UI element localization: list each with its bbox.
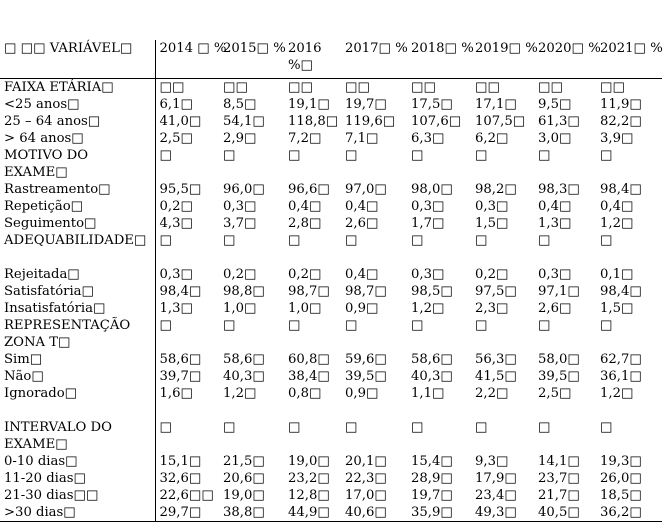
cell-value: 4,3□ — [159, 216, 193, 231]
row-label: Rejeitada□ — [0, 266, 155, 283]
cell-value: 21,7□ — [538, 488, 580, 503]
cell-value: 40,6□ — [345, 505, 387, 520]
cell-value: 38,4□ — [288, 369, 330, 384]
cell-value: □□ — [223, 80, 248, 95]
cell-value: □ — [475, 420, 488, 435]
cell-value: 2,2□ — [475, 386, 509, 401]
cell-value: 0,3□ — [411, 199, 445, 214]
cell-value — [284, 249, 341, 266]
cell-value: 0,4□ — [345, 199, 379, 214]
cell-value — [341, 249, 407, 266]
cell-value: 49,3□ — [475, 505, 517, 520]
cell-value: □ — [475, 148, 488, 163]
cell-value: 62,7□ — [600, 352, 642, 367]
cell-value: □ — [223, 318, 236, 333]
header-variavel: □ □□ VARIÁVEL□ — [0, 40, 155, 79]
cell-value: □□ — [600, 80, 625, 95]
table-row — [0, 147, 662, 181]
cell-value: □ — [159, 148, 172, 163]
cell-value: 61,3□ — [538, 114, 580, 129]
cell-value: 107,5□ — [475, 114, 526, 129]
cell-value: 96,6□ — [288, 182, 330, 197]
table-row — [0, 113, 662, 130]
row-label: 11-20 dias□ — [0, 470, 155, 487]
table-row — [0, 96, 662, 113]
cell-value: 0,9□ — [345, 386, 379, 401]
cell-value: 35,9□ — [411, 505, 453, 520]
cell-value: 2,3□ — [475, 301, 509, 316]
table-row — [0, 283, 662, 300]
cell-value: □□ — [345, 80, 370, 95]
cell-value — [219, 249, 284, 266]
cell-value: □ — [159, 420, 172, 435]
cell-value — [596, 249, 662, 266]
cell-value: 0,3□ — [475, 199, 509, 214]
cell-value: □ — [159, 318, 172, 333]
cell-value: 98,5□ — [411, 284, 453, 299]
cell-value: 19,0□ — [288, 454, 330, 469]
cell-value: 2,5□ — [538, 386, 572, 401]
cell-value: □ — [411, 420, 424, 435]
header-year: 2016 %□ — [288, 41, 322, 73]
cell-value: 98,0□ — [411, 182, 453, 197]
cell-value: 98,4□ — [600, 284, 642, 299]
cell-value: 19,7□ — [345, 97, 387, 112]
cell-value: 58,6□ — [159, 352, 202, 367]
table-row — [0, 181, 662, 198]
cell-value: 0,9□ — [345, 301, 379, 316]
cell-value: 17,9□ — [475, 471, 517, 486]
row-label: Sim□ — [0, 351, 155, 368]
cell-value: 82,2□ — [600, 114, 642, 129]
table-body — [0, 79, 662, 522]
cell-value: 36,2□ — [600, 505, 642, 520]
cell-value: □ — [475, 233, 488, 248]
cell-value: 98,2□ — [475, 182, 517, 197]
cell-value: 17,5□ — [411, 97, 453, 112]
cell-value: 29,7□ — [159, 505, 202, 520]
header-year: 2015□ % — [223, 41, 286, 56]
cell-value: 2,8□ — [288, 216, 322, 231]
cell-value: 0,4□ — [345, 267, 379, 282]
row-label: MOTIVO DO EXAME□ — [0, 147, 155, 181]
cell-value: □□ — [411, 80, 436, 95]
spacer-row — [0, 402, 662, 419]
cell-value: 58,6□ — [411, 352, 453, 367]
table-row — [0, 215, 662, 232]
cell-value: 107,6□ — [411, 114, 462, 129]
cell-value: 15,1□ — [159, 454, 202, 469]
cell-value: 1,3□ — [159, 301, 193, 316]
cell-value: 3,0□ — [538, 131, 572, 146]
cell-value: □ — [475, 318, 488, 333]
cell-value: 20,6□ — [223, 471, 265, 486]
cell-value: □ — [345, 233, 358, 248]
table-row — [0, 419, 662, 453]
cell-value — [471, 249, 534, 266]
cell-value: 40,3□ — [223, 369, 265, 384]
row-label: Seguimento□ — [0, 215, 155, 232]
cell-value: 2,5□ — [159, 131, 193, 146]
cell-value — [407, 249, 471, 266]
header-year: 2017□ % — [345, 41, 408, 56]
row-label — [0, 249, 155, 266]
cell-value: 14,1□ — [538, 454, 580, 469]
row-label: >30 dias□ — [0, 504, 155, 522]
cell-value: 60,8□ — [288, 352, 330, 367]
row-label: Ignorado□ — [0, 385, 155, 402]
table-row — [0, 470, 662, 487]
cell-value: 1,2□ — [600, 216, 634, 231]
cell-value: 3,9□ — [600, 131, 634, 146]
cell-value: 23,7□ — [538, 471, 580, 486]
cell-value: 1,1□ — [411, 386, 445, 401]
row-label: 25 – 64 anos□ — [0, 113, 155, 130]
cell-value: 98,3□ — [538, 182, 580, 197]
cell-value: 9,3□ — [475, 454, 509, 469]
cell-value: □ — [411, 318, 424, 333]
cell-value: 6,3□ — [411, 131, 445, 146]
cell-value: 1,0□ — [223, 301, 257, 316]
cell-value: 1,2□ — [600, 386, 634, 401]
cell-value: 118,8□ — [288, 114, 339, 129]
cell-value: 18,5□ — [600, 488, 642, 503]
cell-value: 97,0□ — [345, 182, 387, 197]
cell-value: 41,0□ — [159, 114, 202, 129]
cell-value: 56,3□ — [475, 352, 517, 367]
cell-value: 0,3□ — [223, 199, 257, 214]
cell-value: □ — [223, 420, 236, 435]
cell-value: 1,2□ — [411, 301, 445, 316]
header-year: 2020□ % — [538, 41, 601, 56]
row-label: FAIXA ETÁRIA□ — [0, 79, 155, 97]
cell-value: □□ — [159, 80, 185, 95]
cell-value: 28,9□ — [411, 471, 453, 486]
table-row — [0, 368, 662, 385]
cell-value: 59,6□ — [345, 352, 387, 367]
cell-value: 44,9□ — [288, 505, 330, 520]
row-label: Não□ — [0, 368, 155, 385]
table-row — [0, 453, 662, 470]
cell-value: 0,3□ — [538, 267, 572, 282]
cell-value: 98,7□ — [288, 284, 330, 299]
cell-value: 1,2□ — [223, 386, 257, 401]
cell-value: □ — [538, 420, 551, 435]
cell-value: □□ — [475, 80, 500, 95]
cell-value: □□ — [288, 80, 313, 95]
cell-value: 38,8□ — [223, 505, 265, 520]
cell-value: □ — [411, 233, 424, 248]
cell-value: □ — [159, 233, 172, 248]
cell-value: 1,5□ — [600, 301, 634, 316]
cell-value: 23,4□ — [475, 488, 517, 503]
cell-value: 98,7□ — [345, 284, 387, 299]
cell-value: 0,1□ — [600, 267, 634, 282]
cell-value: 1,5□ — [475, 216, 509, 231]
cell-value: 97,1□ — [538, 284, 580, 299]
cell-value: □ — [600, 318, 613, 333]
cell-value: 9,5□ — [538, 97, 572, 112]
table-row — [0, 385, 662, 402]
cell-value: 15,4□ — [411, 454, 453, 469]
cell-value: 3,7□ — [223, 216, 257, 231]
table-row — [0, 300, 662, 317]
cell-value: □ — [600, 233, 613, 248]
row-label: Insatisfatória□ — [0, 300, 155, 317]
cell-value: □ — [288, 420, 301, 435]
table-row — [0, 487, 662, 504]
row-label: INTERVALO DO EXAME□ — [0, 419, 155, 453]
table-row — [0, 130, 662, 147]
cell-value: 0,4□ — [538, 199, 572, 214]
table-row — [0, 79, 662, 97]
cell-value: 2,6□ — [345, 216, 379, 231]
cell-value: 8,5□ — [223, 97, 257, 112]
cell-value: 2,6□ — [538, 301, 572, 316]
cell-value: 1,6□ — [159, 386, 193, 401]
cell-value: □ — [538, 318, 551, 333]
cell-value: 12,8□ — [288, 488, 330, 503]
cell-value — [534, 402, 596, 419]
cell-value: 1,3□ — [538, 216, 572, 231]
cell-value: 119,6□ — [345, 114, 396, 129]
cell-value: 0,2□ — [288, 267, 322, 282]
header-year: 2019□ % — [475, 41, 538, 56]
cell-value: 58,6□ — [223, 352, 265, 367]
header-row — [0, 40, 662, 79]
cell-value: □□ — [538, 80, 563, 95]
cell-value: 40,5□ — [538, 505, 580, 520]
cell-value: 19,7□ — [411, 488, 453, 503]
row-label: Satisfatória□ — [0, 283, 155, 300]
cell-value: 1,7□ — [411, 216, 445, 231]
cell-value: 96,0□ — [223, 182, 265, 197]
cell-value: □ — [411, 148, 424, 163]
cell-value — [407, 402, 471, 419]
cell-value — [534, 249, 596, 266]
cell-value: 6,1□ — [159, 97, 193, 112]
cell-value: 0,2□ — [475, 267, 509, 282]
cell-value — [284, 402, 341, 419]
cell-value: 6,2□ — [475, 131, 509, 146]
cell-value: 2,9□ — [223, 131, 257, 146]
table-row — [0, 198, 662, 215]
cell-value: 98,4□ — [600, 182, 642, 197]
cell-value: 17,1□ — [475, 97, 517, 112]
table-row — [0, 351, 662, 368]
cell-value: 19,0□ — [223, 488, 265, 503]
cell-value: 0,4□ — [600, 199, 634, 214]
cell-value: 54,1□ — [223, 114, 265, 129]
header-year: 2014 □ % — [159, 41, 227, 56]
data-table — [0, 40, 662, 522]
cell-value — [471, 402, 534, 419]
cell-value: □ — [345, 420, 358, 435]
cell-value: 39,5□ — [538, 369, 580, 384]
cell-value: □ — [288, 318, 301, 333]
cell-value: 0,8□ — [288, 386, 322, 401]
cell-value: 97,5□ — [475, 284, 517, 299]
row-label: <25 anos□ — [0, 96, 155, 113]
cell-value: □ — [345, 148, 358, 163]
row-label: > 64 anos□ — [0, 130, 155, 147]
cell-value — [341, 402, 407, 419]
cell-value: 39,7□ — [159, 369, 202, 384]
cell-value — [596, 402, 662, 419]
cell-value: 95,5□ — [159, 182, 202, 197]
cell-value: 19,1□ — [288, 97, 330, 112]
cell-value: 0,4□ — [288, 199, 322, 214]
cell-value: □ — [288, 233, 301, 248]
cell-value: 98,4□ — [159, 284, 202, 299]
cell-value: 0,2□ — [223, 267, 257, 282]
cell-value: 58,0□ — [538, 352, 580, 367]
row-label: 21-30 dias□□ — [0, 487, 155, 504]
cell-value: 32,6□ — [159, 471, 202, 486]
cell-value: 41,5□ — [475, 369, 517, 384]
cell-value: 20,1□ — [345, 454, 387, 469]
cell-value — [155, 402, 219, 419]
cell-value: □ — [600, 420, 613, 435]
row-label — [0, 402, 155, 419]
header-year: 2018□ % — [411, 41, 474, 56]
cell-value: 1,0□ — [288, 301, 322, 316]
cell-value: □ — [538, 148, 551, 163]
cell-value: □ — [538, 233, 551, 248]
cell-value: □ — [600, 148, 613, 163]
table-row — [0, 266, 662, 283]
table-row — [0, 317, 662, 351]
cell-value: □ — [223, 233, 236, 248]
row-label: REPRESENTAÇÃO ZONA T□ — [0, 317, 155, 351]
cell-value: 40,3□ — [411, 369, 453, 384]
cell-value — [219, 402, 284, 419]
table-row — [0, 504, 662, 522]
cell-value: 0,2□ — [159, 199, 193, 214]
cell-value: 39,5□ — [345, 369, 387, 384]
cell-value: 0,3□ — [411, 267, 445, 282]
cell-value: 7,2□ — [288, 131, 322, 146]
cell-value: 23,2□ — [288, 471, 330, 486]
spacer-row — [0, 249, 662, 266]
row-label: Repetição□ — [0, 198, 155, 215]
cell-value: □ — [345, 318, 358, 333]
cell-value: 17,0□ — [345, 488, 387, 503]
table-row — [0, 232, 662, 249]
cell-value: 22,3□ — [345, 471, 387, 486]
row-label: 0-10 dias□ — [0, 453, 155, 470]
cell-value: 26,0□ — [600, 471, 642, 486]
cell-value: 21,5□ — [223, 454, 265, 469]
cell-value: 19,3□ — [600, 454, 642, 469]
row-label: ADEQUABILIDADE□ — [0, 232, 155, 249]
cell-value — [155, 249, 219, 266]
cell-value: 36,1□ — [600, 369, 642, 384]
cell-value: 98,8□ — [223, 284, 265, 299]
cell-value: 0,3□ — [159, 267, 193, 282]
row-label: Rastreamento□ — [0, 181, 155, 198]
cell-value: □ — [223, 148, 236, 163]
cell-value: 11,9□ — [600, 97, 642, 112]
cell-value: □ — [288, 148, 301, 163]
header-year: 2021□ % — [600, 41, 663, 56]
cell-value: 7,1□ — [345, 131, 379, 146]
cell-value: 22,6□□ — [159, 488, 214, 503]
